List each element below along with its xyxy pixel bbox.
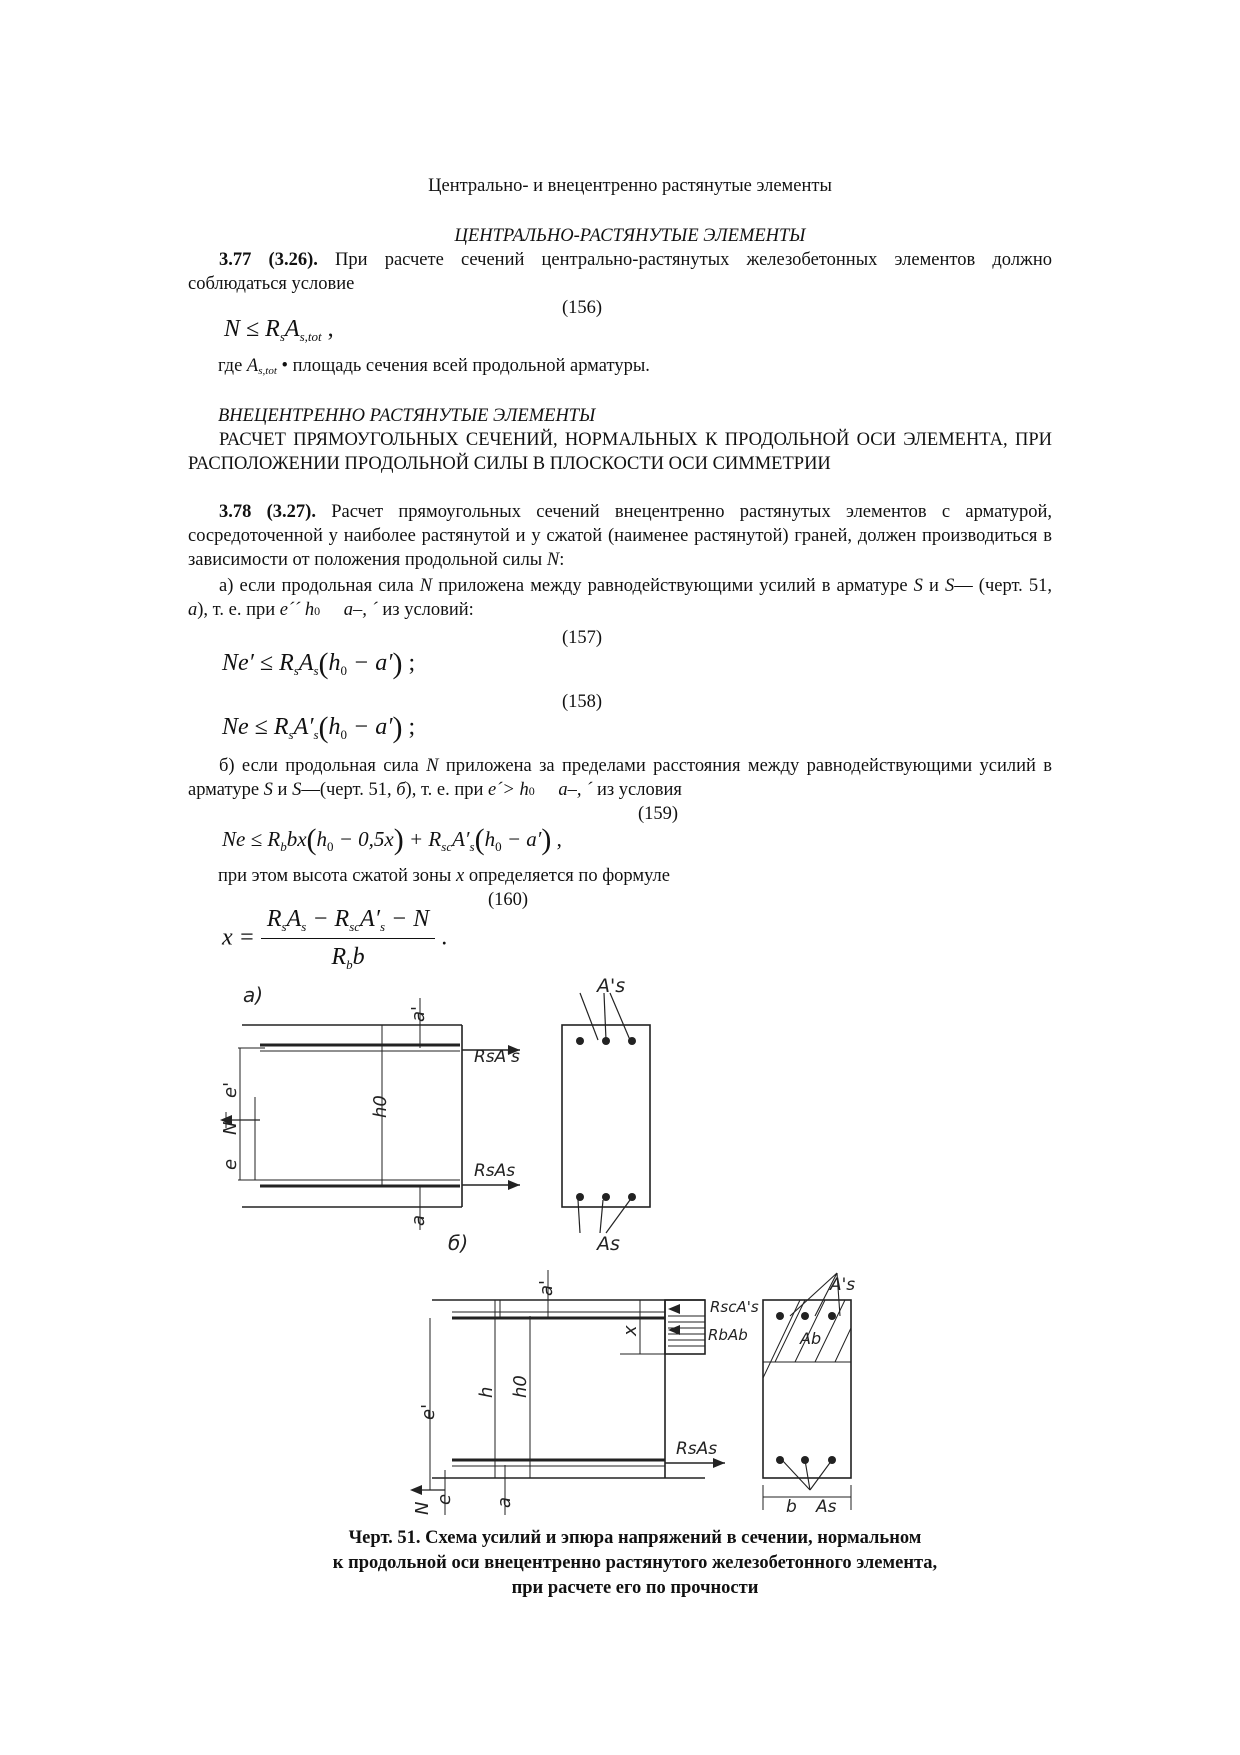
caption-line-1: Черт. 51. Схема усилий и эпюра напряжений в сечении, нормальном (348, 1528, 922, 1548)
label-a-prime-a: a' (408, 1006, 429, 1022)
header-title: Центрально- и внецентренно растянутые элементы (428, 176, 832, 196)
label-e-prime-b: e' (418, 1403, 439, 1420)
figure-caption (0, 1526, 1240, 1601)
formula-157: $Ne' \le R_sA_s(h_0 - a')$ ; (222, 647, 416, 680)
equation-number-158: (158) (562, 692, 603, 712)
label-as-a: As (597, 1233, 620, 1255)
equation-number-156: (156) (562, 298, 603, 318)
label-h0-a: h0 (370, 1095, 391, 1118)
label-e-b: e (434, 1493, 455, 1505)
label-e-a: e (220, 1158, 241, 1170)
paragraph-3-78: 3.78 (3.27). Расчет прямоугольных сечений внецентренно растянутых элементов с арматурой, сосредоточенной у наиболее растянутой и у сжатой (наименее растянутой) граней, должен производиться в зависимости от положения продольной силы N: (188, 502, 1052, 571)
clause-number: 3.78 (3.27). (219, 502, 316, 522)
clause-number: 3.77 (3.26). (219, 250, 318, 270)
where-definition: где $A_{s,tot}$ • площадь сечения всей продольной арматуры. (218, 356, 650, 377)
label-ab: Ab (800, 1329, 822, 1348)
section-heading-central: ЦЕНТРАЛЬНО-РАСТЯНУТЫЕ ЭЛЕМЕНТЫ (454, 226, 806, 246)
label-h-b: h (476, 1386, 497, 1398)
caption-line-3: при расчете его по прочности (511, 1577, 759, 1598)
equation-number-160: (160) (488, 890, 529, 910)
paragraph-3-77: 3.77 (3.26). При расчете сечений центрально-растянутых железобетонных элементов должно соблюдаться условие (188, 250, 1052, 295)
caption-line-2: к продольной оси внецентренно растянутого железобетонного элемента, (332, 1552, 938, 1573)
paragraph-case-b: б) если продольная сила N приложена за пределами расстояния между равнодействующими усилий в арматуре S и S—(черт. 51, б), т. е. при e´> h0   a–, ´ из условия (188, 756, 1052, 801)
formula-159: $Ne \le R_bbx(h_0 - 0,5x) + R_{sc}A'_s(h_0 - a')$ , (222, 823, 562, 856)
formula-160: x = $\frac{R_sA_s - R_{sc}A'_s - N}{R_bb}$ . (222, 906, 448, 972)
label-rsas-prime-a: RsA's (474, 1047, 520, 1067)
subheading-rectangular: РАСЧЕТ ПРЯМОУГОЛЬНЫХ СЕЧЕНИЙ, НОРМАЛЬНЫХ К ПРОДОЛЬНОЙ ОСИ ЭЛЕМЕНТА, ПРИ РАСПОЛОЖЕНИИ ПРОДОЛЬНОЙ СИЛЫ В ПЛОСКОСТИ ОСИ СИММЕТРИИ (188, 430, 1052, 475)
label-rsas-a: RsAs (474, 1161, 516, 1181)
formula-158: $Ne \le R_sA'_s(h_0 - a')$ ; (222, 711, 416, 744)
section-heading-eccentric: ВНЕЦЕНТРЕННО РАСТЯНУТЫЕ ЭЛЕМЕНТЫ (218, 406, 596, 426)
label-as-b: As (816, 1497, 837, 1517)
label-e-prime-a: e' (220, 1081, 241, 1098)
equation-number-159: (159) (638, 804, 679, 824)
label-n-a: N (220, 1121, 241, 1135)
label-rscas-prime: RscA's (710, 1298, 759, 1316)
zone-height-text: при этом высота сжатой зоны x определяется по формуле (218, 866, 670, 886)
label-x-b: x (620, 1325, 641, 1336)
label-rbab: RbAb (708, 1326, 748, 1344)
label-b-width: b (786, 1497, 797, 1517)
label-h0-b: h0 (510, 1375, 531, 1398)
label-b: б) (448, 1231, 469, 1255)
formula-156: $N \le R_sA_{s,tot}$ , (224, 316, 334, 344)
label-n-b: N (412, 1501, 433, 1515)
equation-number-157: (157) (562, 628, 603, 648)
label-a-prime-b: a' (536, 1280, 557, 1296)
diagram-a (226, 993, 650, 1233)
label-rsas-b: RsAs (676, 1439, 718, 1459)
label-a-a: a (408, 1214, 429, 1226)
label-as-prime-a: A's (597, 975, 626, 997)
label-a: a) (243, 983, 264, 1007)
label-as-prime-b: A's (830, 1275, 856, 1295)
label-a-b: a (494, 1496, 515, 1508)
paragraph-case-a: а) если продольная сила N приложена между равнодействующими усилий в арматуре S и S— (черт. 51, а), т. е. при e´´ h0   a–, ´ из условий: (188, 576, 1052, 621)
